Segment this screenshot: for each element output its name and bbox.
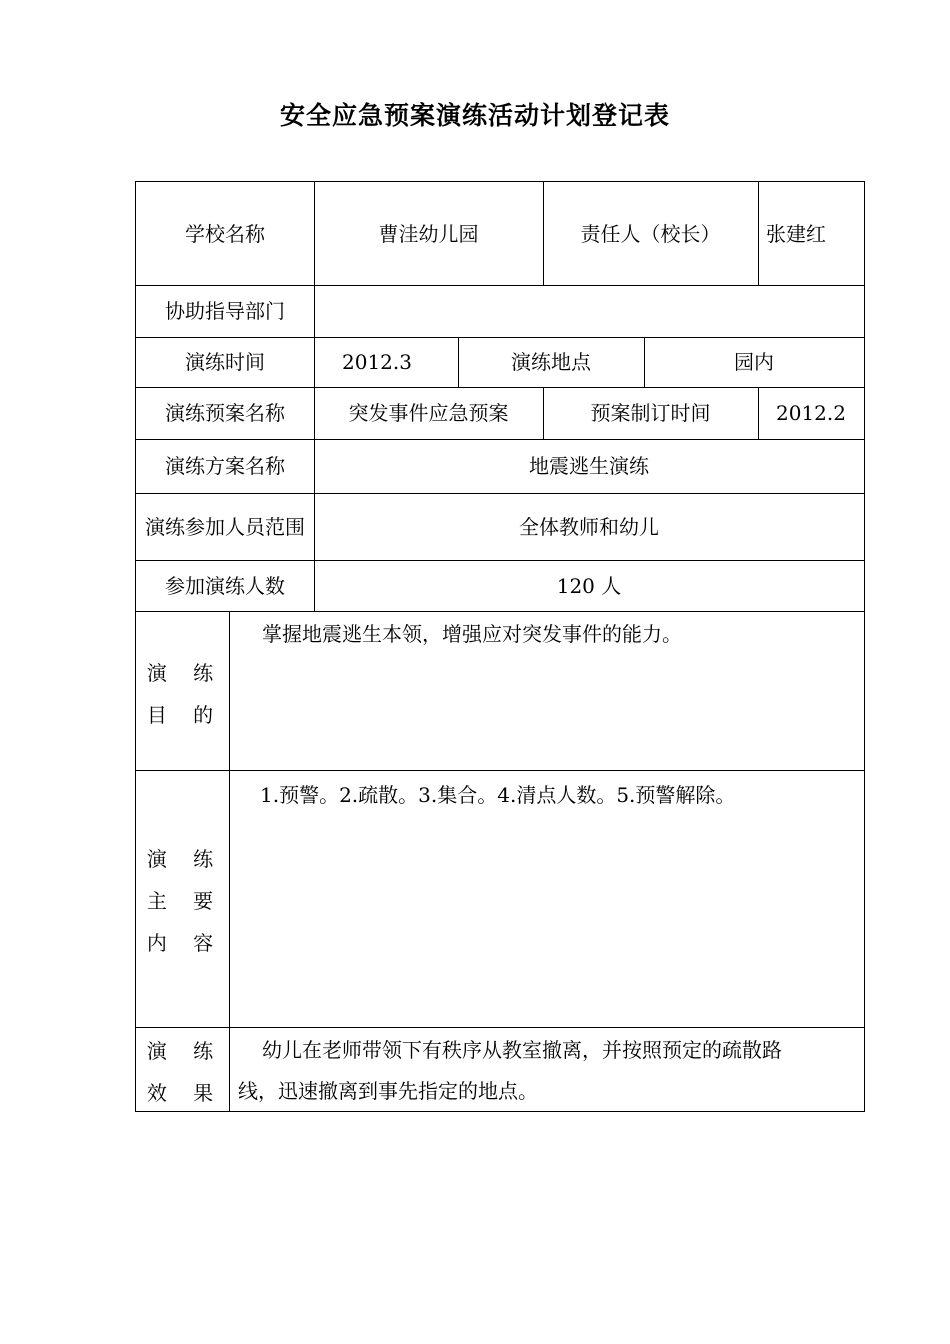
purpose-label-line: 目 的 — [146, 703, 224, 727]
content-label-line: 内 容 — [146, 931, 224, 955]
school-name-label: 学校名称 — [185, 221, 265, 246]
plan-name-label: 演练预案名称 — [165, 401, 285, 425]
school-name-value: 曹洼幼儿园 — [378, 221, 479, 246]
registration-form — [135, 181, 865, 1112]
participant-scope-value: 全体教师和幼儿 — [519, 514, 659, 539]
participant-count-label: 参加演练人数 — [165, 573, 285, 598]
drill-place-value: 园内 — [734, 350, 774, 374]
row-divider — [136, 770, 864, 771]
plan-date-value: 2012.2 — [776, 401, 846, 425]
dept-label: 协助指导部门 — [165, 299, 285, 323]
purpose-label-line: 演 练 — [146, 661, 224, 685]
drill-time-label: 演练时间 — [185, 350, 265, 374]
content-label-line: 主 要 — [146, 889, 224, 913]
page-title: 安全应急预案演练活动计划登记表 — [279, 101, 670, 130]
scheme-name-label: 演练方案名称 — [165, 454, 285, 478]
purpose-label — [136, 652, 234, 736]
effect-value-line: 线，迅速撤离到事先指定的地点。 — [238, 1079, 538, 1103]
scheme-name-value: 地震逃生演练 — [529, 454, 649, 478]
effect-label — [136, 1030, 234, 1114]
effect-label-line: 演 练 — [146, 1039, 224, 1063]
effect-label-line: 效 果 — [146, 1081, 224, 1105]
content-value: 1.预警。2.疏散。3.集合。4.清点人数。5.预警解除。 — [260, 783, 736, 807]
plan-name-value: 突发事件应急预案 — [348, 401, 509, 425]
participant-count-value: 120 人 — [556, 573, 622, 598]
row-divider — [136, 1027, 864, 1028]
principal-value: 张建红 — [766, 221, 826, 246]
participant-scope-label: 演练参加人员范围 — [145, 514, 305, 539]
plan-date-label: 预案制订时间 — [590, 401, 711, 425]
drill-place-label: 演练地点 — [511, 350, 591, 374]
content-label — [136, 838, 234, 964]
dept-value — [314, 285, 864, 337]
purpose-value: 掌握地震逃生本领，增强应对突发事件的能力。 — [262, 622, 682, 646]
principal-label: 责任人（校长） — [580, 221, 721, 246]
effect-value-line: 幼儿在老师带领下有秩序从教室撤离，并按照预定的疏散路 — [262, 1038, 782, 1062]
content-label-line: 演 练 — [146, 847, 224, 871]
drill-time-value: 2012.3 — [342, 350, 412, 374]
row-divider — [136, 611, 864, 612]
